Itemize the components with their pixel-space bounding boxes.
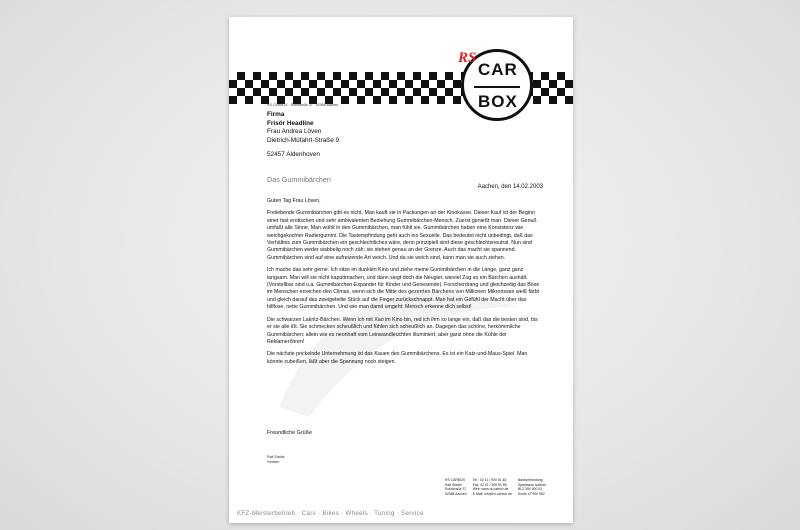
footer-line: RS CARBOX — [445, 478, 465, 482]
paragraph: Ich mache das sehr gerne. Ich sitze im dunklen Kino und ziehe meine Gummibärchen in die Länge, ganz ganz langsam. Man will sie nicht kaputtmachen, und dann siegt doch die Neugier, wieviel Zug so ein Bärchen aushält. (Vorstellbar sind u.a. Gummibärchen-Expander für Kinder und Genesende). Forscherdrang und gleichzeitig das Böse im Menschen erreichen den Climax, wenn sich die Mitte des gezerrten Bärchens von Millionen Mikrorissen weiß färbt und gleich darauf das zweigeteilte Stück auf die Finger zurückschnappt. Man hat ein Gefühl der Macht über das hilflose, nette Gummibärchen. Und wie man damit umgeht: Mensch erkenne dich selbst! — [267, 267, 540, 311]
salutation: Guten Tag Frau Löven, — [267, 198, 321, 204]
recipient-street: Dietrich-Müfahrt-Straße 9 — [267, 136, 340, 144]
signer-role: Inhaber — [267, 459, 280, 464]
logo-divider — [474, 86, 520, 88]
footer-column-bank — [518, 478, 546, 496]
footer-column-address — [445, 478, 467, 496]
rs-carbox-logo — [458, 49, 533, 121]
letter-subject: Das Gummibärchen — [267, 175, 331, 184]
footer-line: BLZ 390 500 00 — [517, 487, 543, 492]
footer-line: Konto 47 900 582 — [517, 491, 545, 496]
footer-line: Fax: 02 41 / 900 51 85 — [472, 482, 507, 487]
recipient-company: Firma — [267, 111, 285, 118]
footer-tagline: KFZ-Meisterbetrieb · Cars · Bikes · Wheels · Tuning · Service — [237, 510, 424, 517]
footer-line: Sparkasse Aachen — [517, 482, 547, 487]
footer-line: Tel.: 02 41 / 900 51 45 — [472, 478, 507, 482]
footer-column-contact — [473, 478, 512, 496]
footer-line: E-Mail: info@rs-carbox.de — [472, 491, 512, 496]
signer-name: Ralf Stadie — [267, 455, 285, 459]
letter-date: Aachen, den 14.02.2003 — [477, 184, 543, 190]
letter-page — [229, 17, 573, 523]
footer-line: Web: www.rs-carbox.de — [472, 487, 509, 492]
footer-info — [445, 478, 546, 496]
footer-line: Ralf Stadie — [445, 482, 462, 487]
paragraph: Die schwarzen Lakritz-Bärchen. Wenn ich mit Xao im Kino bin, red ich ihm so lange ein, daß das die besten sind, bis er sie alle ißt. Sie schmecken scheußlich und fühlen sich scheußlich an. Dagegen das schöne, herkömmliche Gummibärchen: allein wie es neonhaft vom Leinwandleuchten illuminiert, aber ganz ohne die Kühle der Reklameröhren! — [267, 316, 538, 345]
paragraph: Freilebende Gummibärchen gibt es nicht. Man kauft sie in Packungen an der Kinokasse. Dieser Kauf ist der Beginn einer fast erotischen und sehr ambivalenten Beziehung Gummibärchen-Mensch. Zuerst genießt man. Dieser Genuß umfaßt alle Sinne. Man wühlt in den Gummibärchen, man fühlt sie. Gummibärchen haben eine Konsistenz wie weichgekochter Radiergummi. Die Tastempfindung geht auch ins Sexuelle. Das bedeutet nicht unbedingt, daß das Verhältnis zum Gummibärchen ein geschlechtliches wäre, denn prinzipiell sind diese geschlechtsneutral. Nun sind Gummibärchen weder wabbelig noch zäh; sie stehen genau an der Grenze. Auch das macht sie spannend. Gummibärchen sind auf eine aufreizende Art weich. Und da sie weich sind, kann man sie auch ziehen. — [267, 210, 537, 261]
footer-line: Rotzstraße 37 — [445, 487, 467, 492]
recipient-city: 52457 Aldenhoven — [267, 151, 320, 158]
recipient-headline: Frisör Headline — [267, 119, 314, 127]
recipient-address — [267, 111, 339, 145]
recipient-person: Frau Andrea Löven — [267, 128, 322, 136]
footer-line: Bankverbindung: — [517, 478, 544, 482]
signer — [267, 455, 285, 464]
logo-car-text: CAR — [478, 60, 518, 79]
letter-body — [267, 198, 543, 371]
paragraph: Die nächste prickelnde Unternehmung ist das Kauen des Gummibärchens. Es ist ein Katz-und-Maus-Spiel. Man könnte zubeißen, läßt aber die Spannung noch steigen. — [267, 351, 528, 365]
logo-box-text: BOX — [478, 92, 518, 111]
footer-line: 52068 Aachen — [445, 491, 467, 496]
logo-rs-text: RS — [458, 50, 477, 66]
sender-line: RS CARBOX · Rotzstraße 37 · 52068 Aachen — [267, 103, 339, 107]
closing: Freundliche Grüße — [267, 430, 312, 436]
